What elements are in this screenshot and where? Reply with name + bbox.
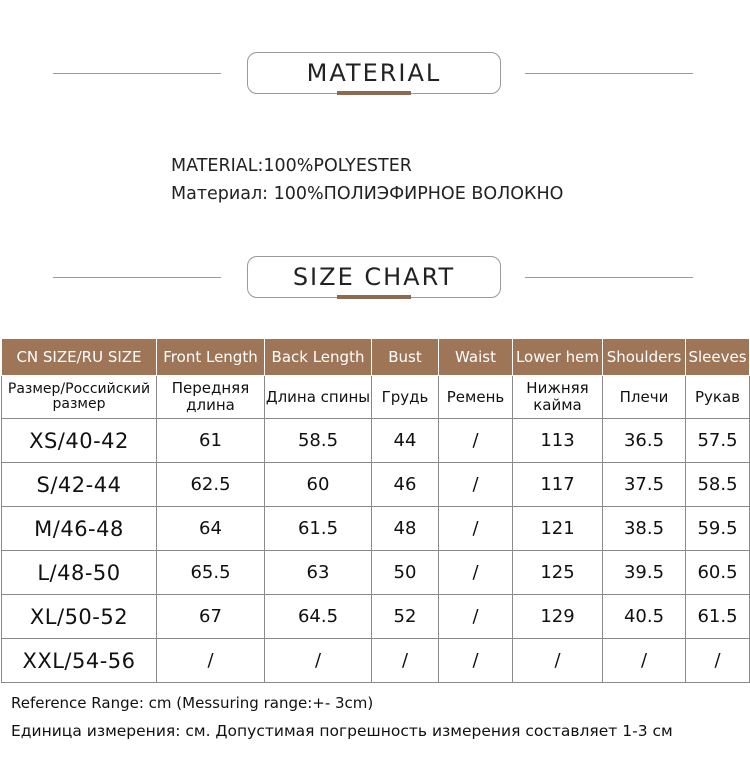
divider-line <box>525 277 693 278</box>
section-title-box <box>247 256 501 298</box>
size-cell: S/42-44 <box>2 463 157 507</box>
table-cell: 65.5 <box>157 551 265 595</box>
table-cell: 60 <box>265 463 372 507</box>
table-cell: 61.5 <box>265 507 372 551</box>
size-cell: M/46-48 <box>2 507 157 551</box>
table-row <box>2 551 750 595</box>
table-row <box>2 419 750 463</box>
table-cell: / <box>265 639 372 683</box>
table-cell: / <box>439 419 513 463</box>
ru-column-header: Плечи <box>603 376 686 419</box>
table-row <box>2 507 750 551</box>
table-cell: 121 <box>513 507 603 551</box>
table-cell: 40.5 <box>603 595 686 639</box>
divider-line <box>525 73 693 74</box>
table-cell: / <box>439 507 513 551</box>
table-cell: / <box>372 639 439 683</box>
size-cell: L/48-50 <box>2 551 157 595</box>
reference-range-note-ru: Единица измерения: см. Допустимая погрешность измерения составляет 1-3 см <box>11 722 673 740</box>
table-cell: 125 <box>513 551 603 595</box>
table-row <box>2 463 750 507</box>
table-cell: 50 <box>372 551 439 595</box>
table-cell: 64 <box>157 507 265 551</box>
table-cell: 67 <box>157 595 265 639</box>
size-cell: XXL/54-56 <box>2 639 157 683</box>
table-row <box>2 595 750 639</box>
table-cell: 60.5 <box>686 551 750 595</box>
table-cell: 58.5 <box>686 463 750 507</box>
table-cell: / <box>439 639 513 683</box>
table-cell: 57.5 <box>686 419 750 463</box>
column-header: Shoulders <box>603 339 686 376</box>
table-cell: / <box>157 639 265 683</box>
section-title: MATERIAL <box>306 59 442 87</box>
table-row <box>2 639 750 683</box>
table-cell: 46 <box>372 463 439 507</box>
table-cell: 61 <box>157 419 265 463</box>
table-cell: 61.5 <box>686 595 750 639</box>
accent-bar <box>337 91 411 95</box>
size-cell: XS/40-42 <box>2 419 157 463</box>
ru-column-header: Ремень <box>439 376 513 419</box>
table-cell: / <box>439 551 513 595</box>
table-cell: 37.5 <box>603 463 686 507</box>
table-cell: 36.5 <box>603 419 686 463</box>
table-cell: 39.5 <box>603 551 686 595</box>
table-cell: / <box>439 463 513 507</box>
table-cell: 38.5 <box>603 507 686 551</box>
size-cell: XL/50-52 <box>2 595 157 639</box>
column-header: Bust <box>372 339 439 376</box>
table-header-row <box>2 339 750 376</box>
table-cell: 129 <box>513 595 603 639</box>
ru-column-header: Длина спины <box>265 376 372 419</box>
column-header: Sleeves <box>686 339 750 376</box>
accent-bar <box>337 295 411 299</box>
table-cell: 44 <box>372 419 439 463</box>
column-header: Lower hem <box>513 339 603 376</box>
material-info <box>171 152 563 208</box>
table-cell: 59.5 <box>686 507 750 551</box>
table-ru-header-row <box>2 376 750 419</box>
table-cell: 58.5 <box>265 419 372 463</box>
reference-range-note: Reference Range: cm (Messuring range:+- 3cm) <box>11 694 374 712</box>
ru-column-header: Нижняя кайма <box>513 376 603 419</box>
table-cell: / <box>603 639 686 683</box>
column-header: Back Length <box>265 339 372 376</box>
table-cell: 63 <box>265 551 372 595</box>
ru-column-header: Размер/Российский размер <box>2 376 157 419</box>
column-header: Waist <box>439 339 513 376</box>
table-cell: 48 <box>372 507 439 551</box>
table-cell: 64.5 <box>265 595 372 639</box>
divider-line <box>53 277 221 278</box>
table-cell: 52 <box>372 595 439 639</box>
ru-column-header: Передняя длина <box>157 376 265 419</box>
table-cell: / <box>686 639 750 683</box>
ru-column-header: Грудь <box>372 376 439 419</box>
column-header: Front Length <box>157 339 265 376</box>
section-title-box <box>247 52 501 94</box>
size-chart-table <box>1 338 750 683</box>
table-cell: 113 <box>513 419 603 463</box>
divider-line <box>53 73 221 74</box>
column-header: CN SIZE/RU SIZE <box>2 339 157 376</box>
table-cell: / <box>513 639 603 683</box>
size-chart-section-header <box>0 256 750 302</box>
table-cell: / <box>439 595 513 639</box>
material-line-en: MATERIAL:100%POLYESTER <box>171 156 412 176</box>
material-section-header <box>0 52 750 98</box>
table-cell: 62.5 <box>157 463 265 507</box>
material-line-ru: Материал: 100%ПОЛИЭФИРНОЕ ВОЛОКНО <box>171 184 564 204</box>
section-title: SIZE CHART <box>292 263 456 291</box>
table-cell: 117 <box>513 463 603 507</box>
ru-column-header: Рукав <box>686 376 750 419</box>
